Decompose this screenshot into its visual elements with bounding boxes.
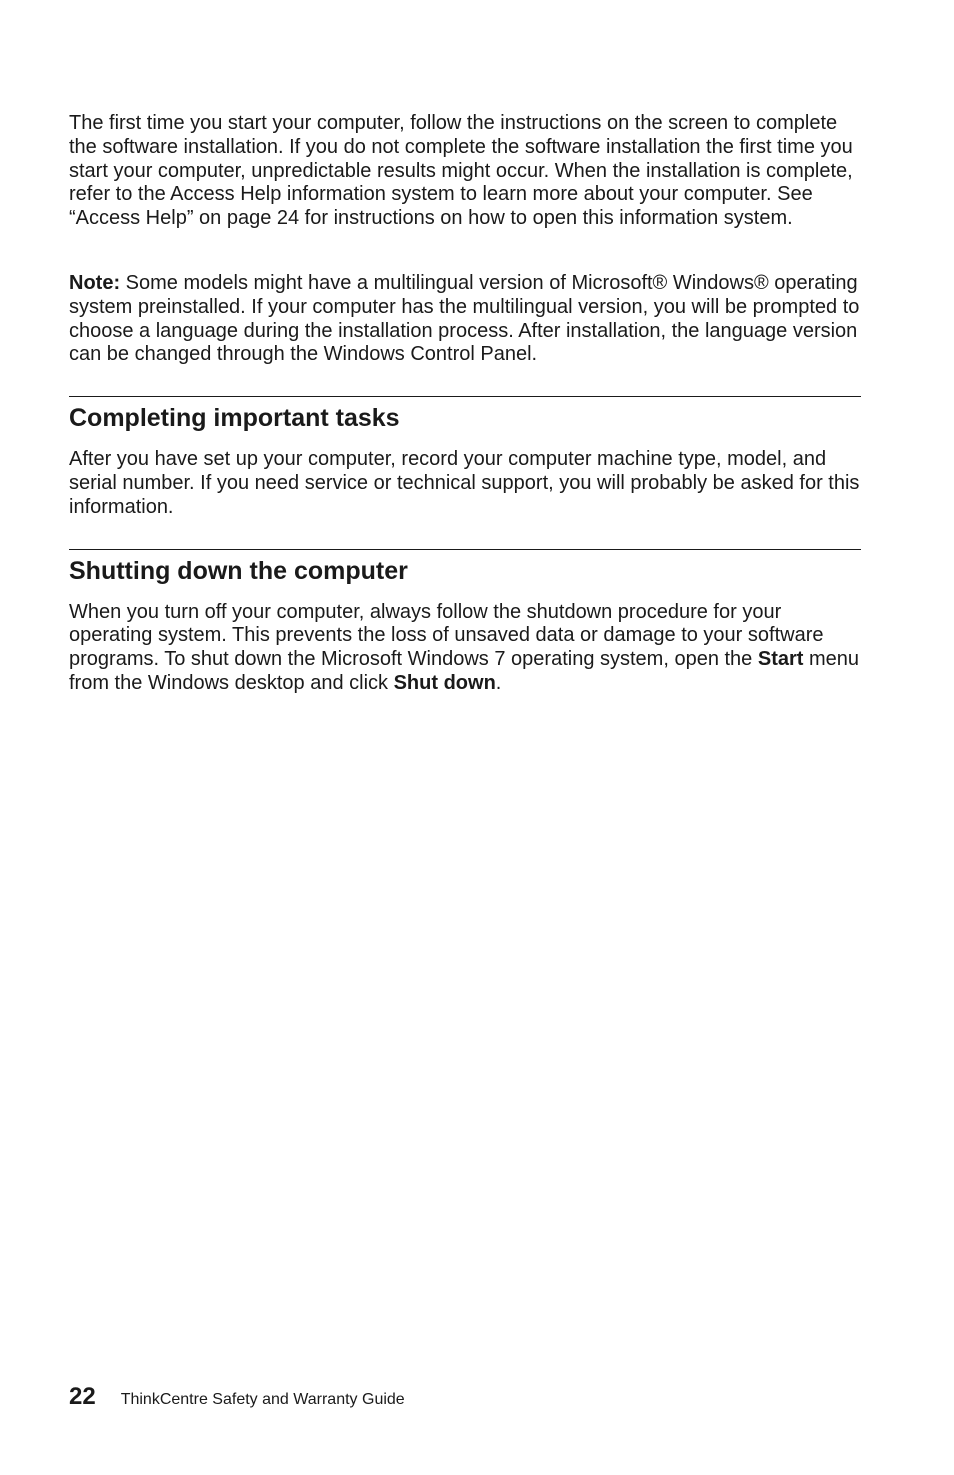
start-menu-term: Start [757,648,804,671]
section-body [69,601,861,696]
note-label: Note: [69,271,121,294]
section-heading: Shutting down the computer [69,556,408,585]
section-shutting-down [69,549,861,696]
body-text: . [495,671,502,694]
section-body: After you have set up your computer, record your computer machine type, model, and serial number. If you need service or technical support, you will probably be asked for this information. [69,448,860,518]
section-heading: Completing important tasks [69,404,400,433]
note-text: Some models might have a multilingual version of Microsoft® Windows® operating system preinstalled. If your computer has the multilingual version, you will be prompted to choose a language during the installation process. After installation, the language version can be changed through the Windows Control Panel. [69,271,860,366]
section-completing-tasks [69,396,861,519]
guide-title: ThinkCentre Safety and Warranty Guide [120,1391,405,1408]
page-content [69,112,861,696]
body-text: When you turn off your computer, always follow the shutdown procedure for your operating system. This prevents the loss of unsaved data or damage to your software programs. To shut down the Microsoft Windows 7 operating system, open the [69,600,824,671]
page-number: 22 [69,1383,96,1410]
note-paragraph [69,272,861,367]
shut-down-term: Shut down [393,671,496,694]
body-text: menu from the Windows desktop and click [69,648,860,694]
page-footer [69,1383,405,1411]
intro-paragraph: The first time you start your computer, follow the instructions on the screen to complete the software installation. If you do not complete the software installation the first time you start your computer, unpredictable results might occur. When the installation is complete, refer to the Access Help information system to learn more about your computer. See “Access Help” on page 24 for instructions on how to open this information system. [69,112,853,230]
